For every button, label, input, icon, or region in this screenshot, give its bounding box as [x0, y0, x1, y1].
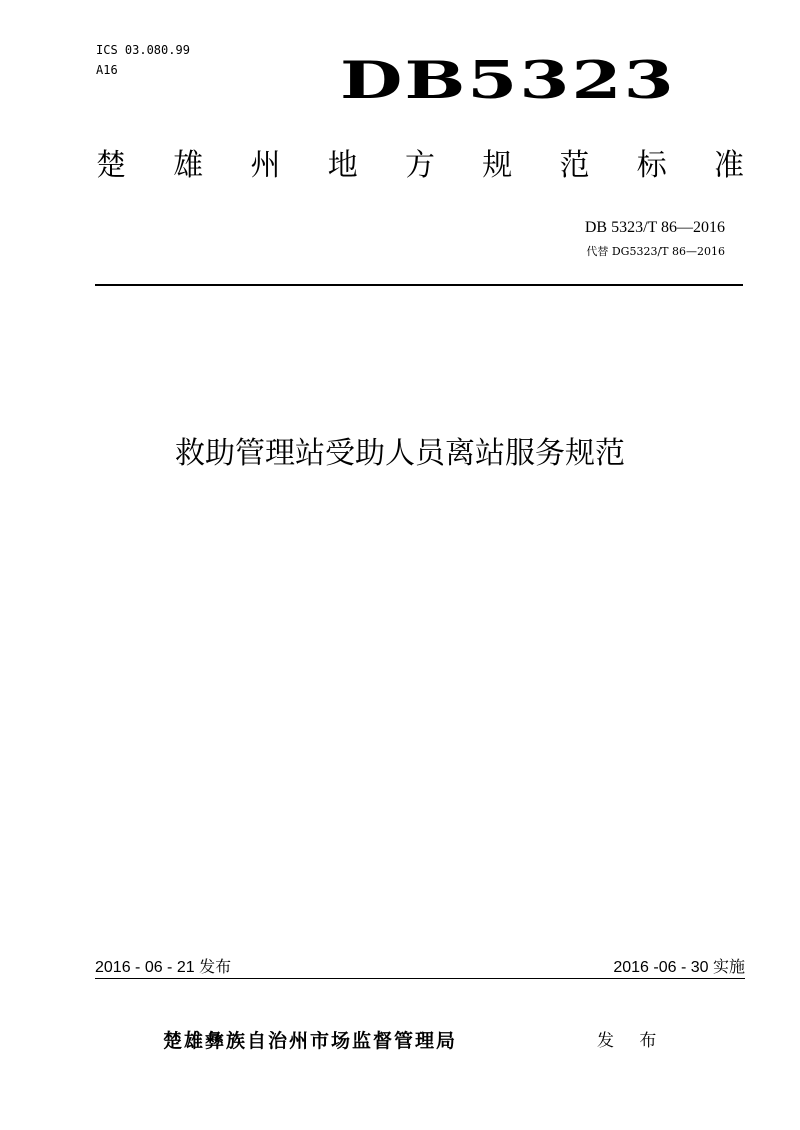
standard-number: DB 5323/T 86—2016 [584, 219, 725, 236]
ics-code: ICS 03.080.99 [96, 43, 190, 57]
publish-date: 2016 - 06 - 21 发布 [95, 959, 232, 976]
header-divider [95, 284, 743, 286]
implement-date: 2016 -06 - 30 实施 [613, 959, 745, 976]
title-char: 准 [714, 148, 744, 183]
title-char: 州 [250, 148, 281, 183]
ccs-code: A16 [96, 63, 118, 77]
issuing-authority: 楚雄彝族自治州市场监督管理局 [163, 1030, 458, 1052]
title-char: 标 [636, 148, 667, 183]
issue-action: 发 布 [597, 1031, 667, 1051]
title-char: 楚 [96, 148, 126, 183]
date-row [95, 958, 745, 978]
replaces-standard: 代替 DG5323/T 86—2016 [586, 245, 725, 258]
title-char: 地 [327, 148, 358, 183]
standard-logo: DB5323 [340, 48, 676, 111]
title-char: 范 [559, 148, 590, 183]
document-title: 救助管理站受助人员离站服务规范 [175, 436, 625, 471]
title-char: 规 [482, 148, 513, 183]
title-char: 雄 [173, 148, 204, 183]
ics-code-block [96, 40, 190, 80]
title-char: 方 [405, 148, 435, 183]
standard-category-title [96, 146, 744, 186]
footer-divider [95, 978, 745, 979]
